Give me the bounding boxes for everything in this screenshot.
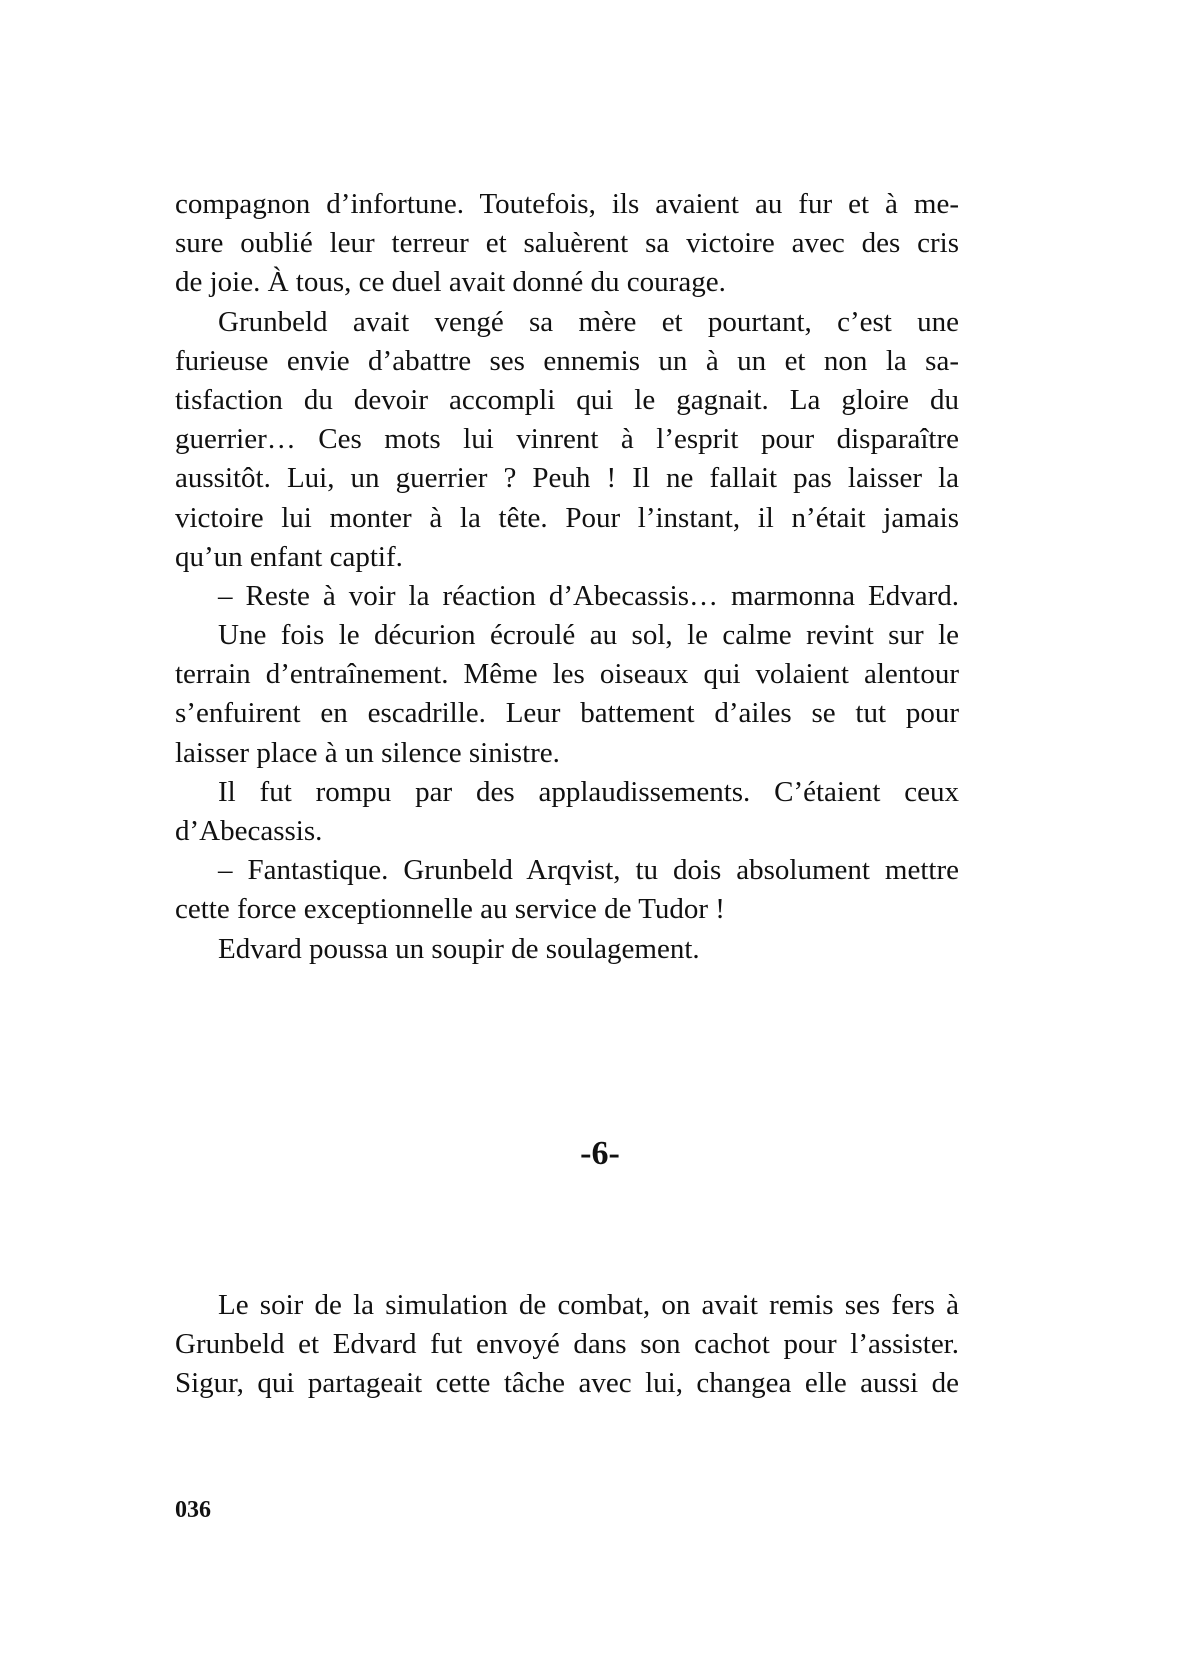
text-line: aussitôt. Lui, un guerrier ? Peuh ! Il ne fallait pas laisser la	[175, 462, 959, 495]
page-number: 036	[175, 1497, 211, 1523]
text-line: Une fois le décurion écroulé au sol, le calme revint sur le	[218, 619, 959, 652]
text-line: Il fut rompu par des applaudissements. C’étaient ceux	[218, 775, 959, 808]
text-line: d’Abecassis.	[175, 815, 323, 847]
text-line: – Fantastique. Grunbeld Arqvist, tu dois absolument mettre	[218, 854, 959, 887]
text-line: furieuse envie d’abattre ses ennemis un à un et non la sa-	[175, 344, 959, 377]
text-line: tisfaction du devoir accompli qui le gagnait. La gloire du	[175, 383, 959, 416]
text-line: – Reste à voir la réaction d’Abecassis… marmonna Edvard.	[218, 579, 959, 612]
text-line: de joie. À tous, ce duel avait donné du courage.	[175, 266, 726, 299]
text-line: Sigur, qui partageait cette tâche avec lui, changea elle aussi de	[175, 1367, 959, 1400]
text-line: Le soir de la simulation de combat, on avait remis ses fers à	[218, 1289, 959, 1321]
text-line: cette force exceptionnelle au service de Tudor !	[175, 893, 725, 926]
text-line: guerrier… Ces mots lui vinrent à l’esprit pour disparaître	[175, 423, 959, 456]
text-line: terrain d’entraînement. Même les oiseaux qui volaient alentour	[175, 658, 959, 691]
text-line: Grunbeld et Edvard fut envoyé dans son cachot pour l’assister.	[175, 1328, 959, 1361]
text-line: s’enfuirent en escadrille. Leur battement d’ailes se tut pour	[175, 697, 959, 730]
text-line: victoire lui monter à la tête. Pour l’instant, il n’était jamais	[175, 501, 959, 534]
text-line: sure oublié leur terreur et saluèrent sa victoire avec des cris	[175, 227, 959, 260]
text-line: compagnon d’infortune. Toutefois, ils avaient au fur et à me-	[175, 188, 959, 220]
text-line: qu’un enfant captif.	[175, 540, 403, 573]
chapter-heading: -6-	[580, 1135, 620, 1172]
body-text-chapter-start	[175, 1286, 959, 1404]
text-line: Edvard poussa un soupir de soulagement.	[218, 932, 700, 965]
text-line: Grunbeld avait vengé sa mère et pourtant, c’est une	[218, 305, 959, 338]
body-text-before-chapter	[175, 185, 959, 969]
text-line: laisser place à un silence sinistre.	[175, 736, 560, 769]
